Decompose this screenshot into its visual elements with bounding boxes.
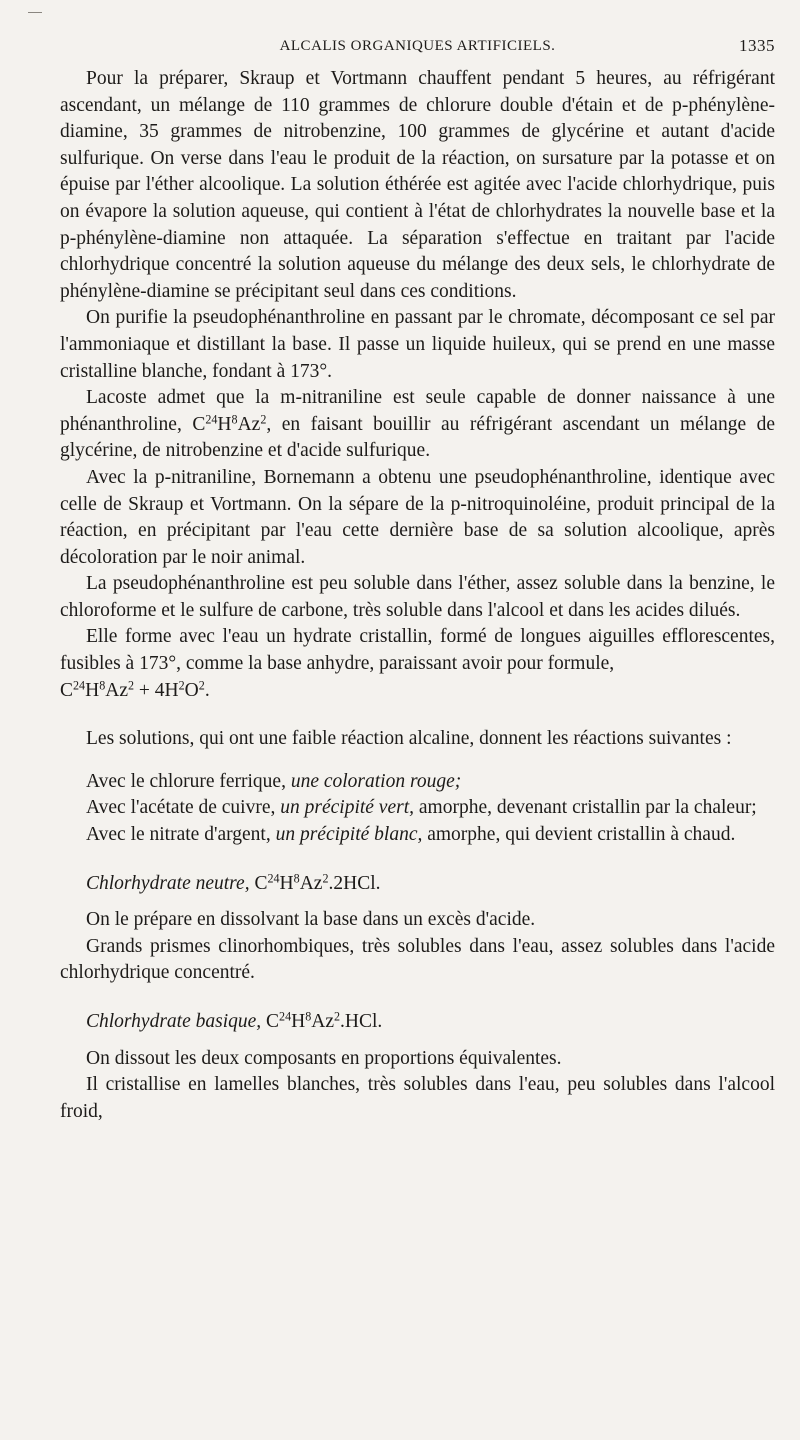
running-title: ALCALIS ORGANIQUES ARTIFICIELS.	[279, 38, 556, 54]
running-head	[60, 36, 775, 60]
body-text	[60, 66, 775, 1125]
reaction-item: Avec le nitrate d'argent, un précipité blanc, amorphe, qui devient cristallin à chaud.	[86, 824, 736, 846]
paragraph-hydrate: Elle forme avec l'eau un hydrate cristallin, formé de longues aiguilles efflorescentes, fusibles à 173°, comme la base anhydre, paraissant avoir pour formule,	[60, 626, 775, 675]
paragraph-lacoste: Lacoste admet que la m-nitraniline est seule capable de donner naissance à une phénanthroline, $C^{24}H^8Az^2$, en faisant bouillir au réfrigérant ascendant un mélange de glycérine, de nitrobenzine et d'acide sulfurique.	[60, 387, 776, 462]
paragraph-neutral-props: Grands prismes clinorhombiques, très solubles dans l'eau, assez solubles dans l'acide chlorhydrique concentré.	[60, 935, 775, 984]
salt-heading-basic: Chlorhydrate basique, $C^{24}H^8Az^2.HCl$.	[86, 1009, 383, 1032]
margin-mark	[28, 12, 42, 13]
reaction-item: Avec le chlorure ferrique, une coloration rouge;	[86, 770, 462, 792]
page-number: 1335	[739, 36, 775, 55]
reaction-item: Avec l'acétate de cuivre, un précipité vert, amorphe, devenant cristallin par la chaleur;	[86, 797, 757, 819]
paragraph-basic-props: Il cristallise en lamelles blanches, très solubles dans l'eau, peu solubles dans l'alcool froid,	[60, 1074, 775, 1122]
salt-heading-neutral: Chlorhydrate neutre, $C^{24}H^8Az^2.2HCl$.	[86, 870, 381, 894]
paragraph-purification: On purifie la pseudophénanthroline en passant par le chromate, décomposant ce sel par l'ammoniaque et distillant la base. Il passe un liquide huileux, qui se prend en une masse cristalline blanche, fondant à 173°.	[60, 307, 775, 382]
hydrate-formula: $C^{24}H^8Az^2 + 4H^2O^2$.	[60, 678, 210, 701]
paragraph-bornemann: Avec la p-nitraniline, Bornemann a obtenu une pseudophénanthroline, identique avec celle de Skraup et Vortmann. On la sépare de la p-nitroquinoléine, produit principal de la réaction, en précipitant par l'eau cette dernière base de sa solution alcoolique, après décoloration par le noir animal.	[60, 466, 775, 568]
paragraph-basic-prep: On dissout les deux composants en proportions équivalentes.	[86, 1047, 562, 1069]
paragraph-preparation: Pour la préparer, Skraup et Vortmann chauffent pendant 5 heures, au réfrigérant ascendant, un mélange de 110 grammes de chlorure double d'étain et de p-phénylène-diamine, 35 grammes de nitrobenzine, 100 grammes de glycérine et autant d'acide sulfurique. On verse dans l'eau le produit de la réaction, on sursature par la potasse et on épuise par l'éther alcoolique. La solution éthérée est agitée avec l'acide chlorhydrique, puis on évapore la solution aqueuse, qui contient à l'état de chlorhydrates la nouvelle base et la p-phénylène-diamine non attaquée. La séparation s'effectue en traitant par l'acide chlorhydrique concentré la solution aqueuse du mélange des deux sels, le chlorhydrate de phénylène-diamine se précipitant seul dans ces conditions.	[60, 68, 775, 302]
paragraph-solubility: La pseudophénanthroline est peu soluble dans l'éther, assez soluble dans la benzine, le chloroforme et le sulfure de carbone, très soluble dans l'alcool et dans les acides dilués.	[60, 573, 775, 621]
paragraph-neutral-prep: On le prépare en dissolvant la base dans un excès d'acide.	[86, 909, 536, 931]
paragraph-reactions-intro: Les solutions, qui ont une faible réaction alcaline, donnent les réactions suivantes :	[86, 728, 732, 750]
